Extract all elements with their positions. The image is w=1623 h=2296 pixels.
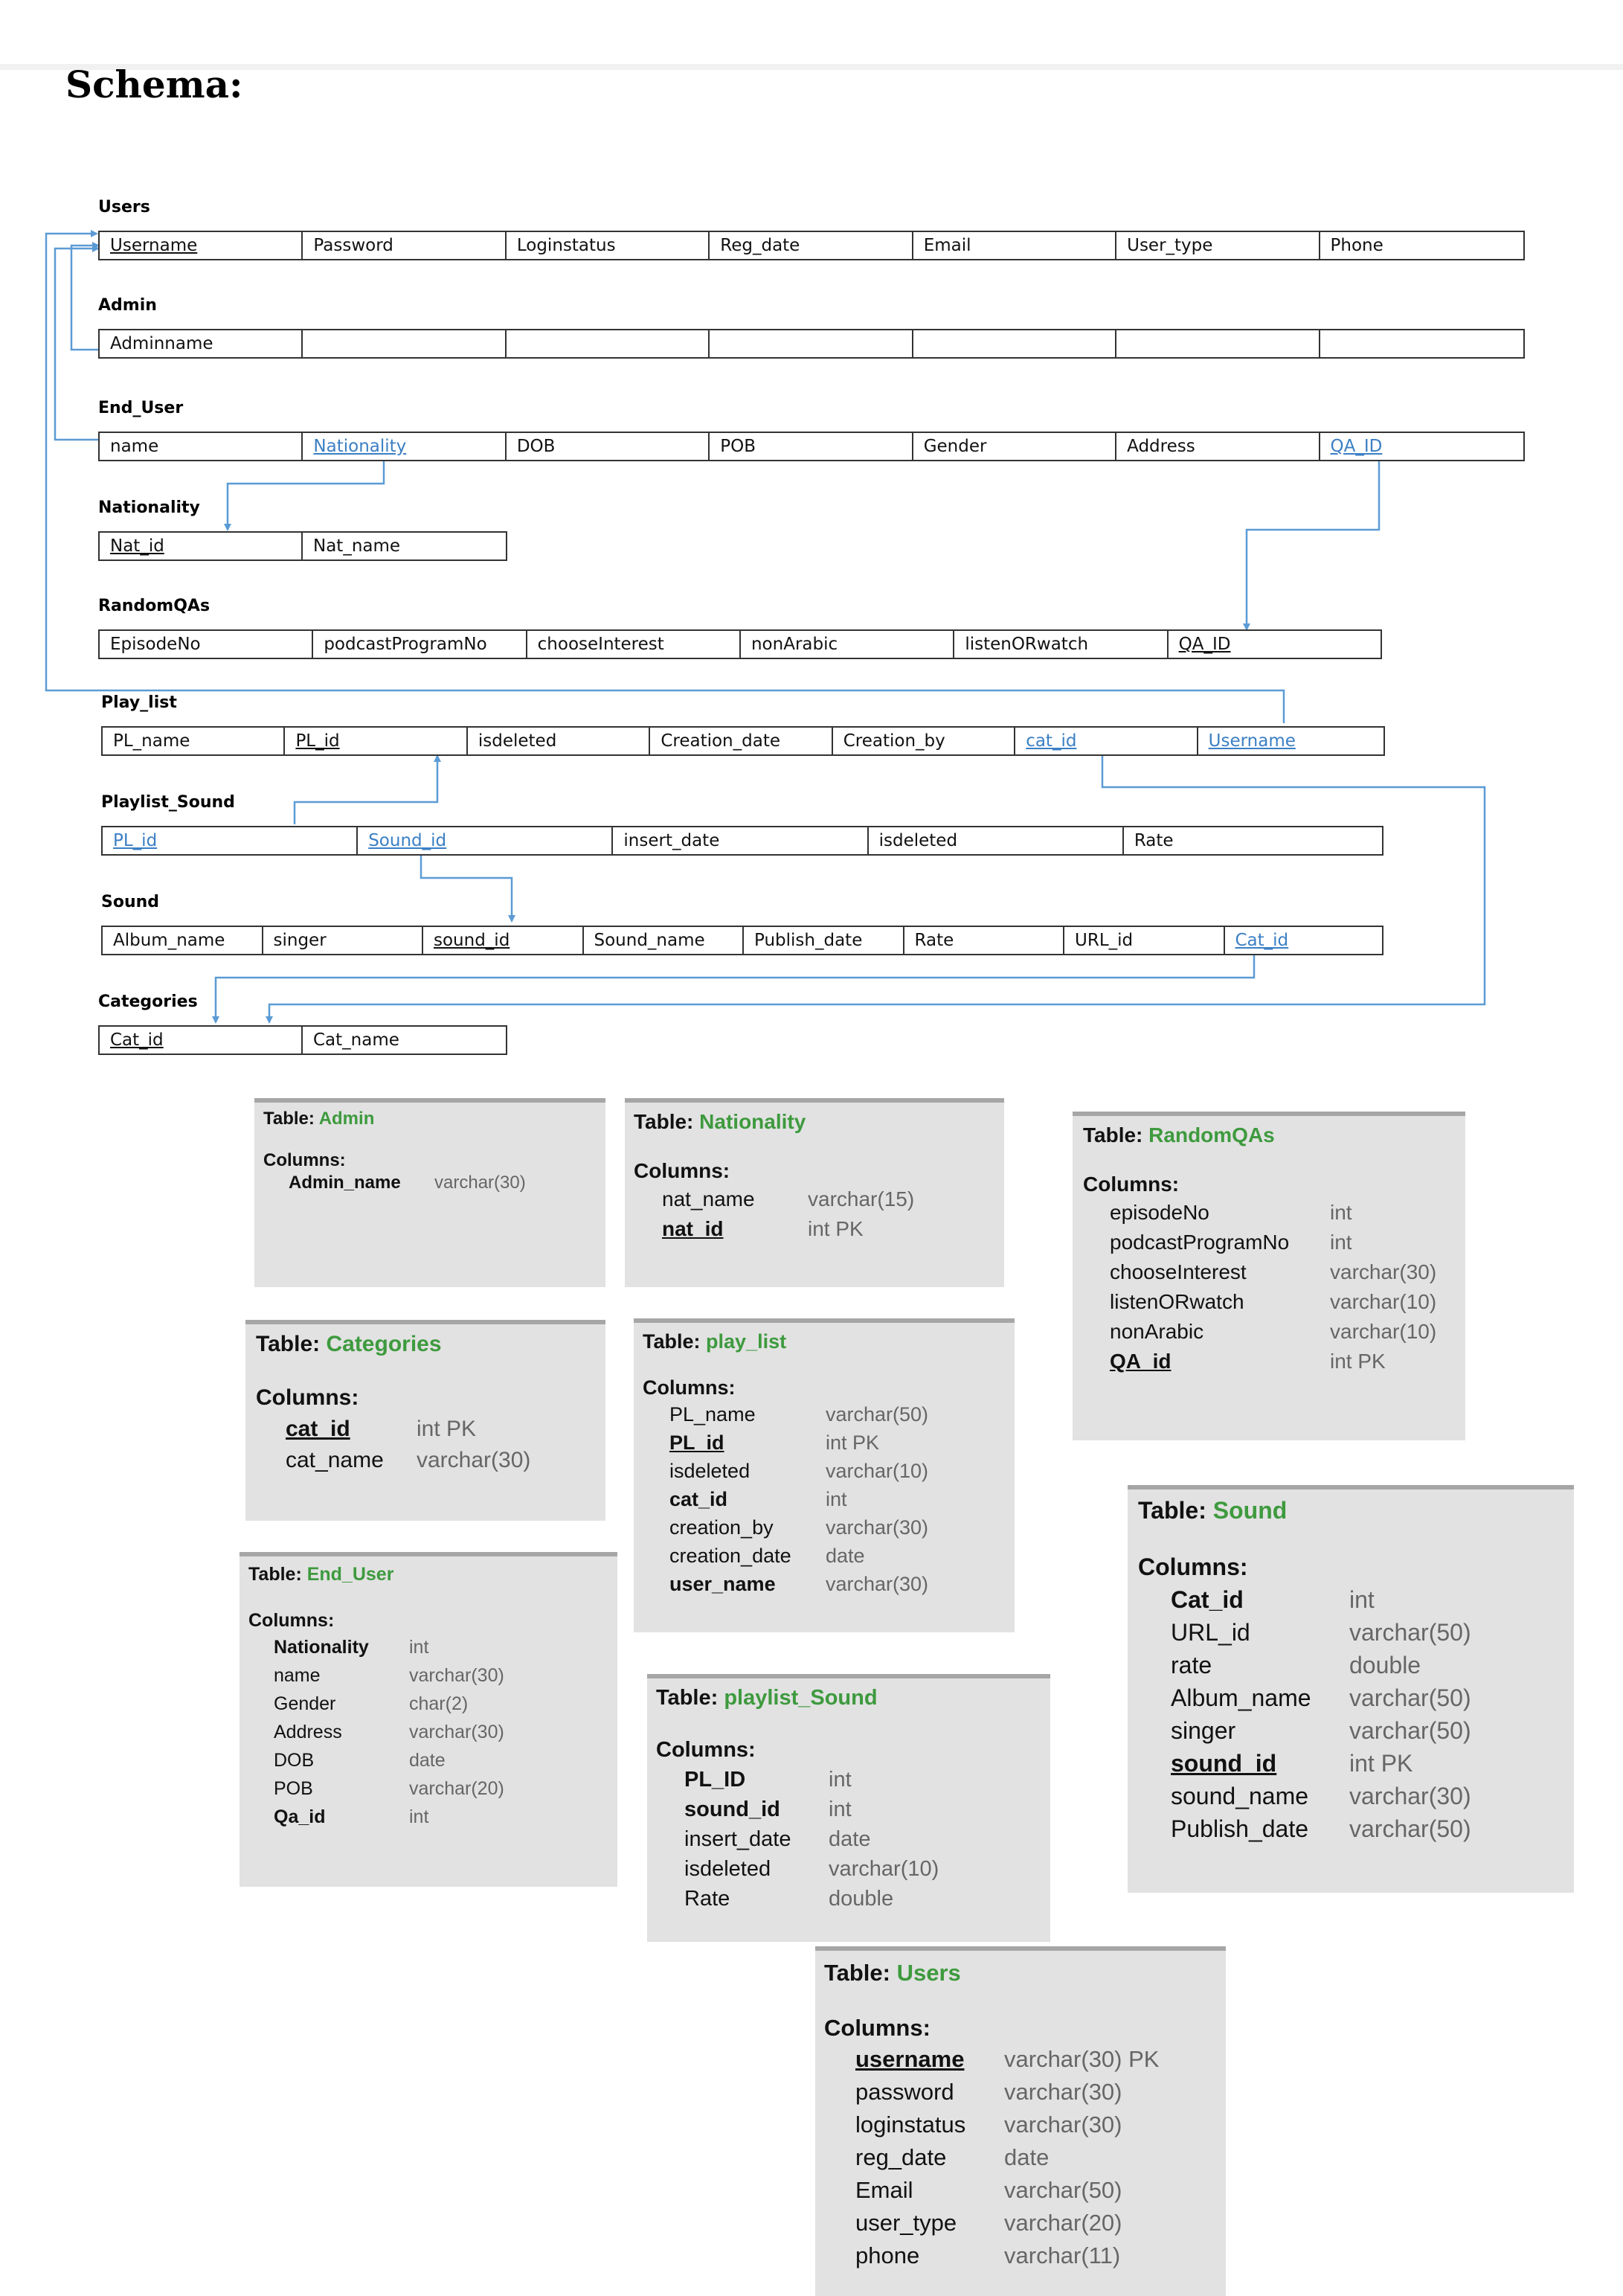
column-name: Email — [855, 2177, 913, 2203]
column-name: POB — [274, 1778, 313, 1799]
column-name: PL_ID — [684, 1768, 746, 1792]
column-type: int PK — [808, 1217, 864, 1240]
column-type: varchar(30) — [409, 1722, 504, 1742]
card-table-name: playlist_Sound — [724, 1686, 878, 1710]
schema-cell: singer — [263, 927, 424, 954]
column-name: reg_date — [855, 2144, 947, 2170]
schema-cell: cat_id — [1015, 728, 1198, 754]
column-name: PL_id — [669, 1431, 724, 1454]
card-title — [1083, 1123, 1275, 1147]
schema-label: Playlist_Sound — [101, 793, 235, 812]
column-type: varchar(30) — [826, 1516, 929, 1539]
column-type: int PK — [417, 1417, 477, 1441]
column-type: varchar(50) — [1349, 1815, 1471, 1842]
column-type: int PK — [1349, 1750, 1413, 1777]
schema-row — [101, 726, 1385, 756]
column-name: Cat_id — [1171, 1586, 1244, 1613]
schema-cell: POB — [710, 433, 913, 460]
card-title-prefix: Table: — [263, 1109, 315, 1129]
schema-label: Users — [98, 198, 150, 217]
column-name: Gender — [274, 1693, 336, 1714]
column-type: int PK — [1330, 1350, 1386, 1373]
schema-label: Nationality — [98, 498, 200, 517]
column-name: listenORwatch — [1110, 1290, 1244, 1313]
card-sound — [1128, 1485, 1574, 1893]
card-columns-label: Columns: — [1138, 1553, 1248, 1580]
schema-cell — [1320, 330, 1523, 357]
card-nationality — [625, 1098, 1004, 1287]
column-type: varchar(10) — [826, 1460, 929, 1482]
column-name: episodeNo — [1110, 1201, 1209, 1224]
column-name: cat_id — [669, 1488, 728, 1510]
column-type: varchar(10) — [829, 1857, 939, 1881]
link-playlistsound-sound — [421, 856, 512, 921]
schema-cell — [507, 330, 710, 357]
card-columns-label: Columns: — [824, 2015, 931, 2041]
column-name: cat_id — [286, 1417, 350, 1441]
schema-label: Categories — [98, 993, 198, 1011]
card-title — [248, 1564, 393, 1585]
schema-cell: EpisodeNo — [100, 631, 313, 658]
column-name: chooseInterest — [1110, 1260, 1247, 1283]
column-type: int — [826, 1488, 847, 1510]
card-columns-label: Columns: — [634, 1159, 730, 1182]
card-table-name: End_User — [306, 1564, 394, 1585]
card-play-list — [634, 1318, 1015, 1632]
schema-row — [98, 432, 1525, 461]
schema-cell: Reg_date — [710, 232, 913, 259]
column-name: insert_date — [684, 1827, 791, 1851]
schema-label: Admin — [98, 296, 157, 315]
schema-cell: Creation_date — [650, 728, 832, 754]
column-name: creation_by — [669, 1516, 774, 1539]
card-title-prefix: Table: — [1083, 1123, 1143, 1147]
schema-cell: PL_id — [285, 728, 467, 754]
card-title-prefix: Table: — [248, 1564, 302, 1585]
column-type: varchar(30) — [1004, 2079, 1122, 2105]
schema-row — [101, 926, 1383, 955]
schema-cell: DOB — [507, 433, 710, 460]
schema-cell — [710, 330, 913, 357]
column-name: password — [855, 2079, 954, 2105]
schema-cell: Album_name — [103, 927, 263, 954]
column-type: varchar(10) — [1330, 1290, 1437, 1313]
link-enduser-users — [55, 248, 98, 440]
column-type: varchar(50) — [1349, 1684, 1471, 1711]
column-type: varchar(50) — [1004, 2177, 1122, 2203]
schema-cell: Adminname — [100, 330, 303, 357]
column-name: podcastProgramNo — [1110, 1231, 1290, 1254]
column-name: singer — [1171, 1717, 1236, 1744]
column-type: date — [1004, 2144, 1050, 2170]
column-name: phone — [855, 2242, 920, 2268]
column-name: nat_id — [662, 1217, 724, 1240]
schema-cell: Password — [303, 232, 506, 259]
column-type: double — [1349, 1652, 1421, 1678]
card-end-user — [240, 1552, 617, 1887]
column-name: user_type — [855, 2210, 957, 2236]
column-name: QA_id — [1110, 1350, 1172, 1373]
schema-cell: Rate — [1134, 831, 1174, 850]
schema-label: RandomQAs — [98, 597, 210, 615]
schema-cell — [913, 330, 1116, 357]
column-name: nonArabic — [1110, 1320, 1204, 1343]
column-type: date — [829, 1827, 871, 1851]
card-title-prefix: Table: — [656, 1686, 719, 1710]
column-name: Publish_date — [1171, 1815, 1309, 1842]
column-type: varchar(30) — [1349, 1783, 1471, 1809]
column-name: rate — [1171, 1652, 1212, 1678]
column-name: name — [274, 1665, 321, 1686]
schema-cell: Sound_name — [584, 927, 745, 954]
column-name: Admin_name — [289, 1173, 401, 1193]
schema-cell: Publish_date — [744, 927, 904, 954]
column-name: loginstatus — [855, 2111, 966, 2138]
card-title — [256, 1332, 442, 1357]
column-type: varchar(15) — [808, 1187, 915, 1210]
column-type: varchar(11) — [1004, 2242, 1121, 2268]
column-type: double — [829, 1887, 894, 1911]
link-playlist-categories — [269, 754, 1485, 1022]
card-columns-label: Columns: — [248, 1610, 335, 1631]
schema-cell: Email — [913, 232, 1116, 259]
card-columns-label: Columns: — [256, 1385, 359, 1410]
schema-cell: Creation_by — [833, 728, 1015, 754]
column-name: Address — [274, 1722, 342, 1742]
schema-cell — [1116, 330, 1320, 357]
schema-row — [101, 826, 1383, 856]
schema-row — [98, 329, 1525, 359]
schema-row — [98, 1025, 507, 1055]
schema-cell: nonArabic — [741, 631, 954, 658]
card-title — [824, 1960, 961, 1986]
column-name: sound_id — [684, 1798, 780, 1821]
card-columns-label: Columns: — [1083, 1173, 1180, 1196]
column-name: isdeleted — [669, 1460, 751, 1482]
schema-cell: Cat_id — [100, 1027, 303, 1054]
schema-cell: isdeleted — [869, 827, 1124, 854]
card-columns-label: Columns: — [263, 1150, 346, 1170]
card-playlist-sound — [647, 1674, 1050, 1942]
schema-label: Sound — [101, 893, 160, 911]
card-title — [263, 1109, 374, 1129]
schema-cell: Cat_id — [1235, 931, 1289, 950]
column-name: Rate — [684, 1887, 730, 1911]
schema-cell: Loginstatus — [507, 232, 710, 259]
column-type: varchar(30) — [826, 1573, 929, 1595]
column-type: varchar(30) — [434, 1173, 526, 1193]
column-type: varchar(20) — [1004, 2210, 1122, 2236]
schema-cell: name — [100, 433, 303, 460]
schema-row — [98, 231, 1525, 260]
column-name: PL_name — [669, 1403, 756, 1426]
card-columns-label: Columns: — [643, 1376, 736, 1399]
column-name: URL_id — [1171, 1619, 1250, 1646]
schema-cell: listenORwatch — [954, 631, 1168, 658]
card-table-name: RandomQAs — [1148, 1123, 1275, 1147]
card-title — [1138, 1497, 1287, 1524]
column-type: varchar(30) — [417, 1448, 531, 1472]
page-title: Schema: — [65, 62, 243, 106]
schema-cell: Nat_id — [100, 533, 303, 559]
link-enduser-nationality — [228, 461, 384, 530]
column-type: int — [1349, 1586, 1375, 1613]
column-name: username — [855, 2046, 965, 2072]
column-type: varchar(50) — [826, 1403, 929, 1426]
schema-cell: sound_id — [423, 927, 584, 954]
column-type: varchar(30) PK — [1004, 2046, 1160, 2072]
card-table-name: play_list — [706, 1330, 787, 1353]
column-type: varchar(50) — [1349, 1717, 1471, 1744]
card-title — [656, 1686, 878, 1710]
schema-cell: Gender — [913, 433, 1116, 460]
column-type: int — [1330, 1231, 1352, 1254]
schema-cell: PL_id — [103, 827, 358, 854]
column-type: int — [409, 1806, 429, 1827]
card-title-prefix: Table: — [643, 1330, 701, 1353]
column-type: varchar(30) — [1330, 1260, 1437, 1283]
card-categories — [245, 1320, 605, 1521]
column-type: varchar(10) — [1330, 1320, 1437, 1343]
card-columns-label: Columns: — [656, 1738, 756, 1762]
column-type: int — [829, 1798, 852, 1821]
column-name: creation_date — [669, 1545, 791, 1567]
schema-cell: QA_ID — [1178, 635, 1231, 654]
card-table-name: Admin — [318, 1109, 375, 1129]
card-title — [643, 1330, 786, 1353]
card-title-prefix: Table: — [824, 1960, 890, 1986]
card-table-name: Categories — [326, 1332, 442, 1356]
column-name: nat_name — [662, 1187, 755, 1210]
schema-cell: QA_ID — [1330, 437, 1383, 456]
schema-cell: Cat_name — [313, 1030, 399, 1050]
schema-cell — [303, 330, 506, 357]
schema-row — [98, 629, 1382, 659]
schema-cell: Address — [1116, 433, 1320, 460]
card-table-name: Sound — [1212, 1497, 1288, 1524]
column-name: cat_name — [286, 1448, 384, 1472]
column-type: varchar(30) — [409, 1665, 504, 1686]
schema-cell: Nationality — [303, 433, 506, 460]
card-title-prefix: Table: — [256, 1332, 321, 1356]
card-title-prefix: Table: — [634, 1110, 694, 1133]
schema-cell: isdeleted — [468, 728, 650, 754]
schema-cell: Username — [1208, 731, 1296, 751]
column-name: Album_name — [1171, 1684, 1311, 1711]
column-name: sound_id — [1171, 1750, 1277, 1777]
column-type: varchar(30) — [1004, 2111, 1122, 2138]
schema-label: End_User — [98, 399, 184, 417]
column-name: Qa_id — [274, 1806, 326, 1827]
column-type: varchar(20) — [409, 1778, 504, 1799]
card-users — [815, 1946, 1226, 2296]
schema-cell: Rate — [904, 927, 1065, 954]
column-type: int — [829, 1768, 852, 1792]
column-type: int — [1330, 1201, 1352, 1224]
card-title — [634, 1110, 806, 1134]
schema-cell: podcastProgramNo — [313, 631, 527, 658]
column-name: isdeleted — [684, 1857, 771, 1881]
schema-cell: URL_id — [1064, 927, 1225, 954]
column-name: user_name — [669, 1573, 776, 1595]
schema-cell: Phone — [1330, 236, 1383, 255]
column-name: sound_name — [1171, 1783, 1309, 1809]
column-name: DOB — [274, 1750, 315, 1771]
column-name: Nationality — [274, 1637, 369, 1658]
card-admin — [254, 1098, 605, 1287]
column-type: date — [409, 1750, 446, 1771]
schema-cell: Username — [100, 232, 303, 259]
schema-row — [98, 531, 507, 561]
schema-cell: PL_name — [103, 728, 285, 754]
column-type: date — [826, 1545, 865, 1567]
link-enduser-randomqas — [1247, 461, 1379, 629]
schema-cell: User_type — [1116, 232, 1320, 259]
column-type: char(2) — [409, 1693, 469, 1714]
card-randomqas — [1073, 1112, 1465, 1440]
schema-label: Play_list — [101, 693, 177, 712]
card-table-name: Users — [896, 1960, 961, 1986]
link-admin-users — [71, 246, 98, 350]
column-type: varchar(50) — [1349, 1619, 1471, 1646]
schema-cell: chooseInterest — [527, 631, 741, 658]
schema-cell: insert_date — [613, 827, 868, 854]
link-playlistsound-playlist — [295, 756, 437, 824]
schema-cell: Nat_name — [313, 536, 401, 556]
schema-cell: Sound_id — [358, 827, 613, 854]
card-title-prefix: Table: — [1138, 1497, 1206, 1524]
column-type: int — [409, 1637, 429, 1658]
card-table-name: Nationality — [699, 1110, 806, 1133]
link-sound-categories — [216, 954, 1254, 1022]
column-type: int PK — [826, 1431, 880, 1454]
